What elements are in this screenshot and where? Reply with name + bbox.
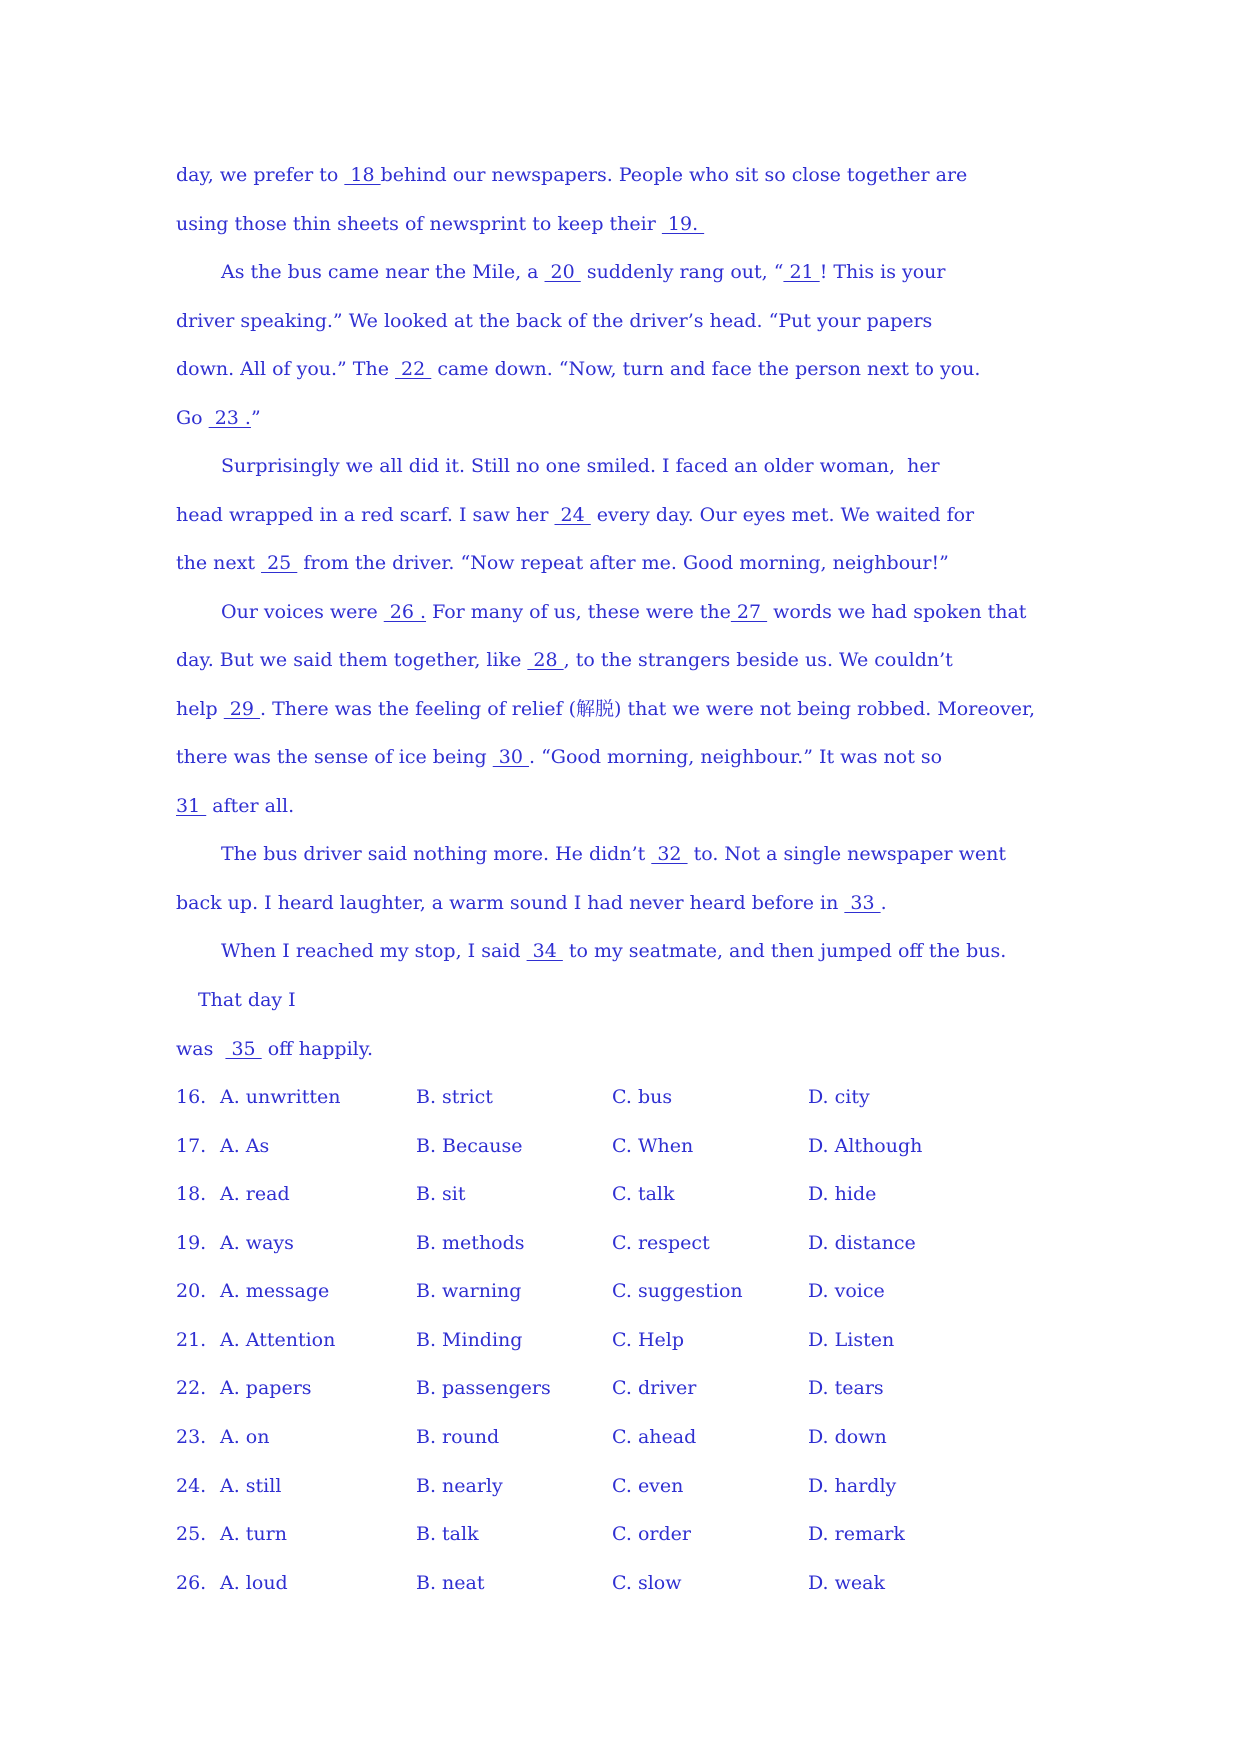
passage-line: [176, 503, 974, 527]
option-d: D. city: [808, 1086, 870, 1108]
question-number: 18.: [176, 1183, 207, 1205]
option-a: A. loud: [220, 1572, 288, 1594]
option-b: B. methods: [416, 1232, 525, 1254]
text: . “Good morning, neighbour.” It was not so: [529, 746, 943, 768]
option-b: B. passengers: [416, 1377, 551, 1399]
blank-33: 33: [844, 892, 881, 914]
text: day, we prefer to: [176, 164, 345, 186]
question-number: 25.: [176, 1523, 207, 1545]
question-number: 23.: [176, 1426, 207, 1448]
blank-23: 23 .: [208, 407, 251, 429]
text: Our voices were: [221, 601, 384, 623]
question-number: 26.: [176, 1572, 207, 1594]
question-number: 20.: [176, 1280, 207, 1302]
text: When I reached my stop, I said: [221, 940, 527, 962]
passage-line: [176, 406, 261, 430]
option-b: B. nearly: [416, 1475, 503, 1497]
text: down. All of you.” The: [176, 358, 396, 380]
passage-line: [221, 260, 946, 284]
blank-27: 27: [730, 601, 768, 623]
option-b: B. sit: [416, 1183, 466, 1205]
option-c: C. driver: [612, 1377, 697, 1399]
option-c: C. order: [612, 1523, 691, 1545]
text: head wrapped in a red scarf. I saw her: [176, 504, 555, 526]
passage-line: [176, 163, 967, 187]
blank-24: 24: [554, 504, 591, 526]
option-c: C. slow: [612, 1572, 682, 1594]
option-b: B. strict: [416, 1086, 493, 1108]
text: .: [880, 892, 887, 914]
passage-line: [176, 212, 704, 236]
option-a: A. As: [220, 1135, 270, 1157]
option-c: C. respect: [612, 1232, 710, 1254]
passage-line: [176, 794, 294, 818]
text: from the driver. “Now repeat after me. Good morning, neighbour!”: [297, 552, 949, 574]
option-a: A. turn: [220, 1523, 287, 1545]
question-number: 16.: [176, 1086, 207, 1108]
option-d: D. hardly: [808, 1475, 897, 1497]
question-number: 22.: [176, 1377, 207, 1399]
text: every day. Our eyes met. We waited for: [590, 504, 975, 526]
option-a: A. unwritten: [220, 1086, 341, 1108]
option-b: B. talk: [416, 1523, 479, 1545]
option-c: C. even: [612, 1475, 684, 1497]
option-c: C. bus: [612, 1086, 673, 1108]
text: Surprisingly we all did it. Still no one smiled. I faced an older woman, her: [221, 455, 940, 477]
text: help: [176, 698, 224, 720]
option-b: B. warning: [416, 1280, 522, 1302]
text: after all.: [206, 795, 295, 817]
option-a: A. ways: [220, 1232, 294, 1254]
question-number: 19.: [176, 1232, 207, 1254]
blank-34: 34: [526, 940, 563, 962]
blank-22: 22: [395, 358, 432, 380]
text: For many of us, these were the: [426, 601, 731, 623]
option-d: D. down: [808, 1426, 887, 1448]
option-a: A. Attention: [220, 1329, 336, 1351]
blank-31: 31: [176, 795, 207, 817]
text: using those thin sheets of newsprint to keep their: [176, 213, 662, 235]
option-b: B. round: [416, 1426, 500, 1448]
text: That day I: [198, 989, 296, 1011]
text: driver speaking.” We looked at the back of the driver’s head. “Put your papers: [176, 310, 933, 332]
blank-35: 35: [225, 1038, 262, 1060]
text: day. But we said them together, like: [176, 649, 528, 671]
passage-line: [176, 357, 980, 381]
option-c: C. ahead: [612, 1426, 697, 1448]
option-c: C. Help: [612, 1329, 684, 1351]
passage-line: [221, 454, 940, 478]
text: As the bus came near the Mile, a: [221, 261, 545, 283]
text: . There was the feeling of relief (解脱) that we were not being robbed. Moreover,: [260, 698, 1036, 720]
blank-18: 18: [344, 164, 381, 186]
option-d: D. hide: [808, 1183, 877, 1205]
option-a: A. message: [220, 1280, 330, 1302]
option-a: A. papers: [220, 1377, 312, 1399]
passage-line: [198, 988, 296, 1012]
text: behind our newspapers. People who sit so close together are: [380, 164, 968, 186]
blank-32: 32: [651, 843, 688, 865]
passage-line: [221, 842, 1006, 866]
blank-28: 28: [527, 649, 564, 671]
option-d: D. Listen: [808, 1329, 895, 1351]
text: back up. I heard laughter, a warm sound I had never heard before in: [176, 892, 845, 914]
question-number: 21.: [176, 1329, 207, 1351]
text: was: [176, 1038, 226, 1060]
option-c: C. talk: [612, 1183, 675, 1205]
option-d: D. remark: [808, 1523, 905, 1545]
blank-20: 20: [544, 261, 581, 283]
option-d: D. distance: [808, 1232, 916, 1254]
question-number: 24.: [176, 1475, 207, 1497]
blank-25: 25: [261, 552, 298, 574]
blank-29: 29: [223, 698, 261, 720]
passage-line: [176, 891, 887, 915]
blank-21: 21: [783, 261, 820, 283]
passage-line: [176, 648, 953, 672]
text: off happily.: [261, 1038, 373, 1060]
option-a: A. still: [220, 1475, 282, 1497]
text: Go: [176, 407, 209, 429]
text: ! This is your: [819, 261, 946, 283]
text: came down. “Now, turn and face the person next to you.: [431, 358, 981, 380]
text: ”: [250, 407, 261, 429]
option-c: C. When: [612, 1135, 694, 1157]
option-d: D. weak: [808, 1572, 885, 1594]
text: The bus driver said nothing more. He didn’t: [221, 843, 652, 865]
question-number: 17.: [176, 1135, 207, 1157]
passage-line: [176, 1037, 373, 1061]
text: words we had spoken that: [767, 601, 1027, 623]
passage-line: [176, 697, 1035, 721]
blank-26: 26 .: [383, 601, 427, 623]
blank-30: 30: [492, 746, 529, 768]
passage-line: [221, 600, 1026, 624]
text: the next: [176, 552, 262, 574]
option-b: B. Minding: [416, 1329, 523, 1351]
option-d: D. voice: [808, 1280, 885, 1302]
option-d: D. Although: [808, 1135, 923, 1157]
option-a: A. read: [220, 1183, 290, 1205]
blank-19: 19.: [661, 213, 705, 235]
text: to. Not a single newspaper went: [687, 843, 1007, 865]
option-c: C. suggestion: [612, 1280, 743, 1302]
option-b: B. Because: [416, 1135, 523, 1157]
passage-line: [176, 309, 932, 333]
passage-line: [176, 745, 942, 769]
option-b: B. neat: [416, 1572, 485, 1594]
option-d: D. tears: [808, 1377, 884, 1399]
text: there was the sense of ice being: [176, 746, 493, 768]
passage-line: [176, 551, 949, 575]
passage-line: [221, 939, 1006, 963]
text: to my seatmate, and then jumped off the bus.: [562, 940, 1007, 962]
option-a: A. on: [220, 1426, 270, 1448]
text: suddenly rang out, “: [580, 261, 784, 283]
text: , to the strangers beside us. We couldn’t: [563, 649, 953, 671]
